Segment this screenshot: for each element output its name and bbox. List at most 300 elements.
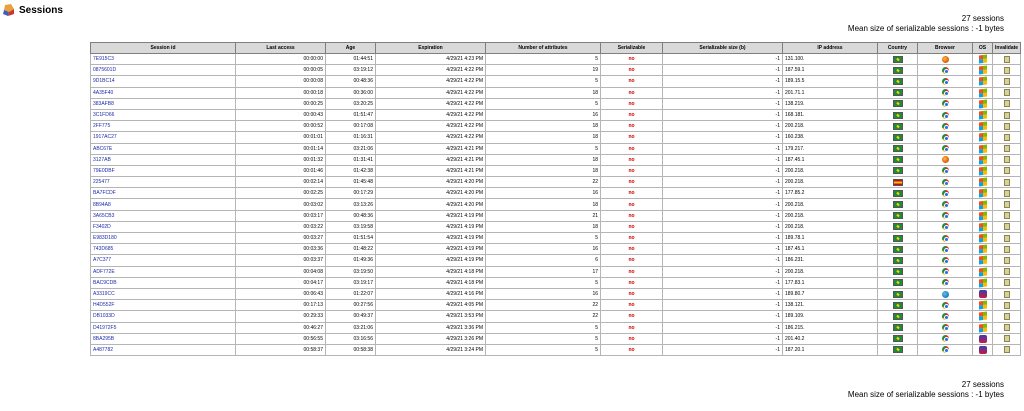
os-cell: [973, 255, 993, 266]
serializable: no: [601, 199, 663, 210]
os-cell: [973, 109, 993, 120]
last-access: 00:04:17: [236, 277, 326, 288]
session-id-link[interactable]: DB1033D: [91, 311, 236, 322]
serializable-size: -1: [663, 109, 783, 120]
invalidate-icon[interactable]: [1004, 145, 1010, 152]
ip-address: 189.15.5: [783, 76, 878, 87]
invalidate-cell[interactable]: [993, 266, 1021, 277]
invalidate-icon[interactable]: [1004, 246, 1010, 253]
browser-cell: [918, 311, 973, 322]
expiration: 4/29/21 4:19 PM: [376, 255, 486, 266]
invalidate-cell[interactable]: [993, 165, 1021, 176]
chrome-icon: [942, 324, 949, 331]
attribute-count: 18: [486, 165, 601, 176]
serializable: no: [601, 266, 663, 277]
table-row: [91, 109, 1021, 120]
table-row: [91, 311, 1021, 322]
last-access: 00:00:00: [236, 54, 326, 65]
ip-address: 160.238.: [783, 132, 878, 143]
os-cell: [973, 300, 993, 311]
column-header[interactable]: Serializable: [601, 43, 663, 54]
browser-cell: [918, 344, 973, 355]
age: 01:44:51: [326, 54, 376, 65]
table-row: [91, 76, 1021, 87]
session-id-link[interactable]: 2FF775: [91, 121, 236, 132]
invalidate-cell[interactable]: [993, 300, 1021, 311]
session-id-link[interactable]: A7C377: [91, 255, 236, 266]
browser-cell: [918, 300, 973, 311]
attribute-count: 22: [486, 300, 601, 311]
session-id-link[interactable]: D41972F5: [91, 322, 236, 333]
session-id-link[interactable]: 1917AC27: [91, 132, 236, 143]
ip-address: 200.218.: [783, 165, 878, 176]
serializable-size: -1: [663, 199, 783, 210]
flag-br-icon: [893, 134, 903, 141]
invalidate-cell[interactable]: [993, 255, 1021, 266]
table-row: [91, 98, 1021, 109]
serializable-size: -1: [663, 255, 783, 266]
windows-icon: [979, 256, 987, 265]
attribute-count: 5: [486, 143, 601, 154]
invalidate-icon[interactable]: [1004, 212, 1010, 219]
attribute-count: 5: [486, 344, 601, 355]
invalidate-icon[interactable]: [1004, 313, 1010, 320]
invalidate-icon[interactable]: [1004, 100, 1010, 107]
session-id-link[interactable]: BAC9CDB: [91, 277, 236, 288]
session-id-link[interactable]: 0875601D: [91, 65, 236, 76]
windows-icon: [979, 267, 987, 276]
serializable: no: [601, 132, 663, 143]
serializable: no: [601, 188, 663, 199]
country-cell: [878, 132, 918, 143]
column-header[interactable]: Session id: [91, 43, 236, 54]
table-row: [91, 322, 1021, 333]
table-row: [91, 255, 1021, 266]
session-id-link[interactable]: ADF772E: [91, 266, 236, 277]
last-access: 00:00:25: [236, 98, 326, 109]
invalidate-cell[interactable]: [993, 98, 1021, 109]
invalidate-cell[interactable]: [993, 154, 1021, 165]
country-cell: [878, 322, 918, 333]
invalidate-icon[interactable]: [1004, 167, 1010, 174]
firefox-icon: [942, 156, 949, 163]
os-cell: [973, 333, 993, 344]
invalidate-icon[interactable]: [1004, 156, 1010, 163]
browser-cell: [918, 255, 973, 266]
session-id-link[interactable]: H4D552F: [91, 300, 236, 311]
chrome-icon: [942, 145, 949, 152]
invalidate-cell[interactable]: [993, 54, 1021, 65]
country-cell: [878, 300, 918, 311]
age: 00:48:36: [326, 210, 376, 221]
session-id-link[interactable]: A3319CC: [91, 288, 236, 299]
browser-cell: [918, 244, 973, 255]
table-row: [91, 233, 1021, 244]
chrome-icon: [942, 100, 949, 107]
attribute-count: 5: [486, 277, 601, 288]
os-cell: [973, 98, 993, 109]
expiration: 4/29/21 4:22 PM: [376, 132, 486, 143]
serializable-size: -1: [663, 210, 783, 221]
last-access: 00:02:25: [236, 188, 326, 199]
ip-address: 177.85.2: [783, 188, 878, 199]
flag-br-icon: [893, 190, 903, 197]
session-id-link[interactable]: 8B94A8: [91, 199, 236, 210]
column-header[interactable]: Age: [326, 43, 376, 54]
sessions-logo-icon: [2, 3, 16, 17]
os-cell: [973, 54, 993, 65]
last-access: 00:58:37: [236, 344, 326, 355]
invalidate-cell[interactable]: [993, 344, 1021, 355]
windows-icon: [979, 166, 987, 175]
flag-br-icon: [893, 201, 903, 208]
invalidate-cell[interactable]: [993, 143, 1021, 154]
mean-size: Mean size of serializable sessions : -1 bytes: [847, 24, 1004, 33]
serializable-size: -1: [663, 288, 783, 299]
age: 00:36:00: [326, 87, 376, 98]
invalidate-cell[interactable]: [993, 333, 1021, 344]
invalidate-cell[interactable]: [993, 233, 1021, 244]
flag-es-icon: [893, 179, 903, 186]
session-id-link[interactable]: F3402D: [91, 221, 236, 232]
last-access: 00:46:27: [236, 322, 326, 333]
invalidate-cell[interactable]: [993, 121, 1021, 132]
ip-address: 200.218.: [783, 199, 878, 210]
invalidate-icon[interactable]: [1004, 78, 1010, 85]
attribute-count: 18: [486, 221, 601, 232]
age: 00:27:56: [326, 300, 376, 311]
ip-address: 138.121.: [783, 300, 878, 311]
last-access: 00:00:05: [236, 65, 326, 76]
invalidate-icon[interactable]: [1004, 201, 1010, 208]
flag-br-icon: [893, 89, 903, 96]
age: 03:19:58: [326, 221, 376, 232]
invalidate-cell[interactable]: [993, 132, 1021, 143]
flag-br-icon: [893, 291, 903, 298]
chrome-icon: [942, 179, 949, 186]
invalidate-cell[interactable]: [993, 311, 1021, 322]
serializable-size: -1: [663, 266, 783, 277]
invalidate-icon[interactable]: [1004, 268, 1010, 275]
flag-br-icon: [893, 324, 903, 331]
invalidate-icon[interactable]: [1004, 123, 1010, 130]
last-access: 00:17:13: [236, 300, 326, 311]
serializable: no: [601, 288, 663, 299]
browser-cell: [918, 76, 973, 87]
windows-icon: [979, 99, 987, 108]
browser-cell: [918, 143, 973, 154]
flag-br-icon: [893, 56, 903, 63]
expiration: 4/29/21 4:22 PM: [376, 76, 486, 87]
invalidate-icon[interactable]: [1004, 291, 1010, 298]
invalidate-cell[interactable]: [993, 277, 1021, 288]
windows-icon: [979, 110, 987, 119]
invalidate-icon[interactable]: [1004, 346, 1010, 353]
windows-icon: [979, 88, 987, 97]
invalidate-icon[interactable]: [1004, 257, 1010, 264]
mean-size-bottom: Mean size of serializable sessions : -1 bytes: [847, 390, 1004, 399]
attribute-count: 5: [486, 76, 601, 87]
session-count-bottom: 27 sessions: [961, 380, 1004, 389]
invalidate-icon[interactable]: [1004, 235, 1010, 242]
ip-address: 177.83.1: [783, 277, 878, 288]
browser-cell: [918, 333, 973, 344]
session-id-link[interactable]: 9D1BC14: [91, 76, 236, 87]
session-id-link[interactable]: A487782: [91, 344, 236, 355]
serializable-size: -1: [663, 233, 783, 244]
column-header[interactable]: Expiration: [376, 43, 486, 54]
last-access: 00:56:55: [236, 333, 326, 344]
country-cell: [878, 344, 918, 355]
chrome-icon: [942, 190, 949, 197]
browser-cell: [918, 233, 973, 244]
session-id-link[interactable]: ABC67E: [91, 143, 236, 154]
flag-br-icon: [893, 100, 903, 107]
chrome-icon: [942, 112, 949, 119]
invalidate-cell[interactable]: [993, 210, 1021, 221]
expiration: 4/29/21 4:18 PM: [376, 277, 486, 288]
invalidate-cell[interactable]: [993, 87, 1021, 98]
ip-address: 186.231.: [783, 255, 878, 266]
chrome-icon: [942, 167, 949, 174]
invalidate-icon[interactable]: [1004, 67, 1010, 74]
attribute-count: 18: [486, 121, 601, 132]
serializable: no: [601, 143, 663, 154]
invalidate-cell[interactable]: [993, 221, 1021, 232]
invalidate-icon[interactable]: [1004, 335, 1010, 342]
os-cell: [973, 244, 993, 255]
serializable-size: -1: [663, 54, 783, 65]
serializable: no: [601, 177, 663, 188]
chrome-icon: [942, 134, 949, 141]
os-cell: [973, 210, 993, 221]
column-header[interactable]: Serializable size (b): [663, 43, 783, 54]
invalidate-cell[interactable]: [993, 109, 1021, 120]
chrome-icon: [942, 279, 949, 286]
country-cell: [878, 87, 918, 98]
table-row: [91, 121, 1021, 132]
invalidate-icon[interactable]: [1004, 279, 1010, 286]
session-id-link[interactable]: 743D685: [91, 244, 236, 255]
invalidate-cell[interactable]: [993, 199, 1021, 210]
attribute-count: 5: [486, 333, 601, 344]
attribute-count: 5: [486, 322, 601, 333]
table-row: [91, 188, 1021, 199]
serializable-size: -1: [663, 244, 783, 255]
country-cell: [878, 98, 918, 109]
invalidate-icon[interactable]: [1004, 134, 1010, 141]
session-count: 27 sessions: [961, 14, 1004, 23]
invalidate-cell[interactable]: [993, 76, 1021, 87]
country-cell: [878, 288, 918, 299]
chrome-icon: [942, 67, 949, 74]
attribute-count: 22: [486, 311, 601, 322]
serializable-size: -1: [663, 311, 783, 322]
last-access: 00:01:01: [236, 132, 326, 143]
attribute-count: 22: [486, 177, 601, 188]
last-access: 00:01:14: [236, 143, 326, 154]
browser-cell: [918, 98, 973, 109]
browser-cell: [918, 277, 973, 288]
os-cell: [973, 311, 993, 322]
session-id-link[interactable]: 3C1FD66: [91, 109, 236, 120]
serializable: no: [601, 109, 663, 120]
column-header[interactable]: IP address: [783, 43, 878, 54]
last-access: 00:03:36: [236, 244, 326, 255]
flag-br-icon: [893, 302, 903, 309]
table-row: [91, 300, 1021, 311]
attribute-count: 18: [486, 87, 601, 98]
column-header[interactable]: Country: [878, 43, 918, 54]
serializable: no: [601, 210, 663, 221]
last-access: 00:03:22: [236, 221, 326, 232]
browser-cell: [918, 322, 973, 333]
last-access: 00:04:08: [236, 266, 326, 277]
expiration: 4/29/21 4:21 PM: [376, 143, 486, 154]
column-header[interactable]: Browser: [918, 43, 973, 54]
flag-br-icon: [893, 335, 903, 342]
browser-cell: [918, 132, 973, 143]
browser-cell: [918, 221, 973, 232]
browser-cell: [918, 65, 973, 76]
column-header[interactable]: Number of attributes: [486, 43, 601, 54]
ip-address: 179.217.: [783, 143, 878, 154]
age: 01:16:31: [326, 132, 376, 143]
ip-address: 200.218.: [783, 221, 878, 232]
invalidate-icon[interactable]: [1004, 324, 1010, 331]
invalidate-icon[interactable]: [1004, 223, 1010, 230]
windows-icon: [979, 189, 987, 198]
invalidate-icon[interactable]: [1004, 302, 1010, 309]
session-id-link[interactable]: 225477: [91, 177, 236, 188]
windows-icon: [979, 323, 987, 332]
invalidate-icon[interactable]: [1004, 89, 1010, 96]
mac-icon: [979, 335, 987, 343]
page-title: Sessions: [19, 4, 63, 16]
age: 00:49:37: [326, 311, 376, 322]
mac-icon: [979, 290, 987, 298]
session-id-link[interactable]: 8BA295B: [91, 333, 236, 344]
serializable-size: -1: [663, 132, 783, 143]
table-row: [91, 333, 1021, 344]
flag-br-icon: [893, 167, 903, 174]
age: 01:51:47: [326, 109, 376, 120]
column-header[interactable]: Last access: [236, 43, 326, 54]
expiration: 4/29/21 3:53 PM: [376, 311, 486, 322]
session-id-link[interactable]: 3A65CB3: [91, 210, 236, 221]
os-cell: [973, 233, 993, 244]
ip-address: 189.109.: [783, 311, 878, 322]
age: 03:19:12: [326, 65, 376, 76]
country-cell: [878, 244, 918, 255]
invalidate-cell[interactable]: [993, 188, 1021, 199]
invalidate-icon[interactable]: [1004, 112, 1010, 119]
browser-cell: [918, 109, 973, 120]
invalidate-cell[interactable]: [993, 65, 1021, 76]
flag-br-icon: [893, 67, 903, 74]
chrome-icon: [942, 89, 949, 96]
expiration: 4/29/21 4:19 PM: [376, 244, 486, 255]
invalidate-icon[interactable]: [1004, 179, 1010, 186]
flag-br-icon: [893, 112, 903, 119]
os-cell: [973, 188, 993, 199]
expiration: 4/29/21 4:22 PM: [376, 109, 486, 120]
attribute-count: 18: [486, 132, 601, 143]
summary-bottom: [848, 380, 1004, 400]
session-id-link[interactable]: E983D180: [91, 233, 236, 244]
os-cell: [973, 132, 993, 143]
age: 01:42:38: [326, 165, 376, 176]
session-id-link[interactable]: 4A35F40: [91, 87, 236, 98]
serializable-size: -1: [663, 143, 783, 154]
age: 03:21:06: [326, 322, 376, 333]
sessions-table: [90, 42, 1021, 356]
country-cell: [878, 277, 918, 288]
country-cell: [878, 109, 918, 120]
chrome-icon: [942, 335, 949, 342]
expiration: 4/29/21 4:20 PM: [376, 188, 486, 199]
chrome-icon: [942, 313, 949, 320]
flag-br-icon: [893, 123, 903, 130]
invalidate-icon[interactable]: [1004, 56, 1010, 63]
age: 00:48:36: [326, 76, 376, 87]
session-id-link[interactable]: 383AFB8: [91, 98, 236, 109]
column-header[interactable]: Invalidate: [993, 43, 1021, 54]
session-id-link[interactable]: BA7FCDF: [91, 188, 236, 199]
table-row: [91, 65, 1021, 76]
invalidate-cell[interactable]: [993, 322, 1021, 333]
windows-icon: [979, 155, 987, 164]
windows-icon: [979, 77, 987, 86]
attribute-count: 5: [486, 98, 601, 109]
country-cell: [878, 143, 918, 154]
expiration: 4/29/21 4:05 PM: [376, 300, 486, 311]
country-cell: [878, 154, 918, 165]
table-row: [91, 54, 1021, 65]
flag-br-icon: [893, 268, 903, 275]
serializable-size: -1: [663, 300, 783, 311]
session-id-link[interactable]: 79E0DBF: [91, 165, 236, 176]
age: 03:19:17: [326, 277, 376, 288]
invalidate-cell[interactable]: [993, 288, 1021, 299]
serializable-size: -1: [663, 76, 783, 87]
age: 03:19:50: [326, 266, 376, 277]
last-access: 00:00:18: [236, 87, 326, 98]
age: 00:17:29: [326, 188, 376, 199]
session-id-link[interactable]: 3127AB: [91, 154, 236, 165]
windows-icon: [979, 234, 987, 243]
last-access: 00:03:17: [236, 210, 326, 221]
serializable-size: -1: [663, 121, 783, 132]
invalidate-cell[interactable]: [993, 177, 1021, 188]
country-cell: [878, 266, 918, 277]
column-header[interactable]: OS: [973, 43, 993, 54]
invalidate-icon[interactable]: [1004, 190, 1010, 197]
ip-address: 187.20.1: [783, 344, 878, 355]
serializable: no: [601, 54, 663, 65]
expiration: 4/29/21 3:26 PM: [376, 333, 486, 344]
expiration: 4/29/21 4:19 PM: [376, 233, 486, 244]
ip-address: 187.59.1: [783, 65, 878, 76]
chrome-icon: [942, 246, 949, 253]
last-access: 00:03:37: [236, 255, 326, 266]
invalidate-cell[interactable]: [993, 244, 1021, 255]
attribute-count: 5: [486, 54, 601, 65]
expiration: 4/29/21 4:20 PM: [376, 177, 486, 188]
age: 01:49:36: [326, 255, 376, 266]
table-row: [91, 177, 1021, 188]
session-id-link[interactable]: 7E915C3: [91, 54, 236, 65]
